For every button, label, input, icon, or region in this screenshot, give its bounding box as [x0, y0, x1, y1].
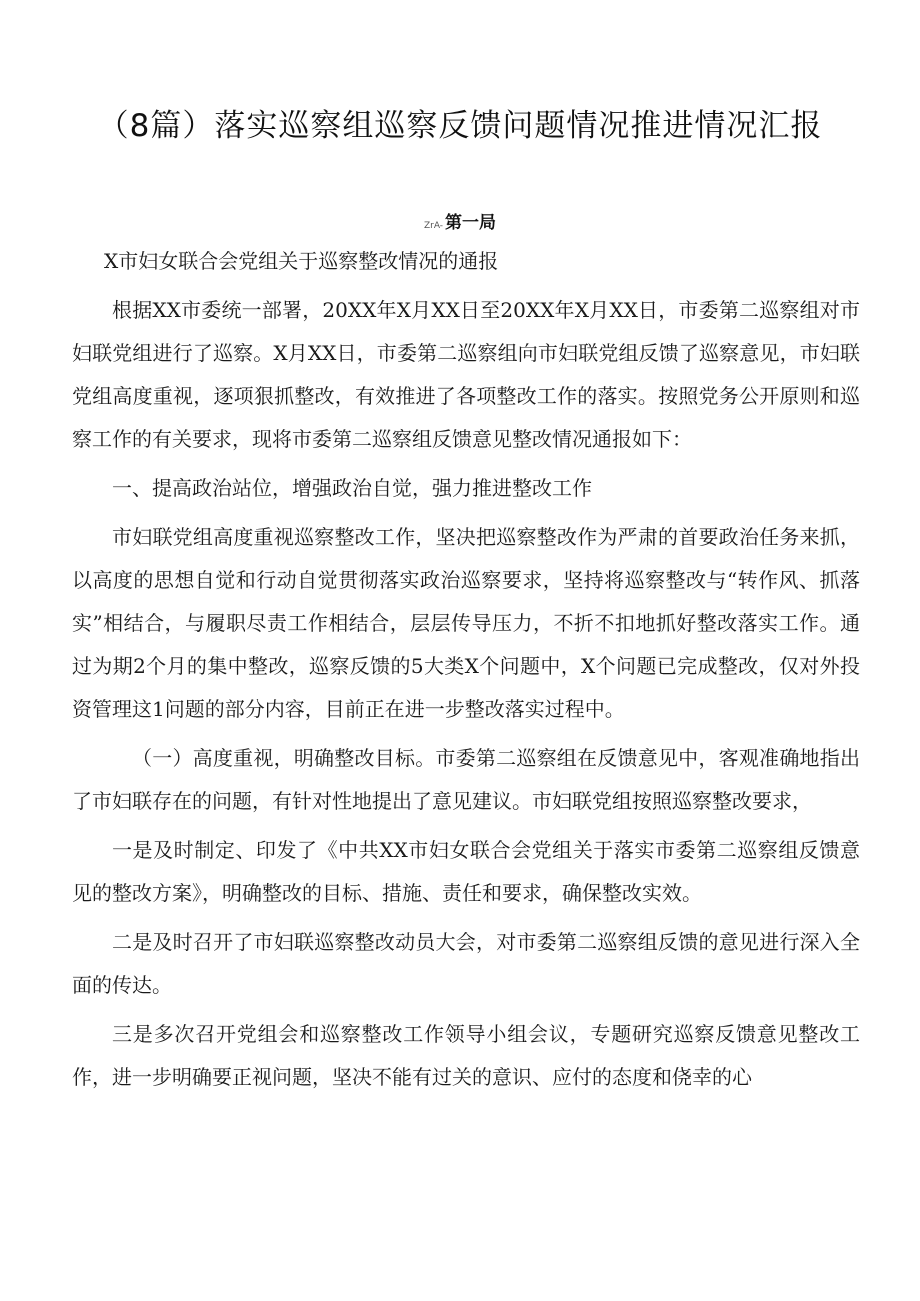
paragraph-body: 市妇联党组高度重视巡察整改工作，坚决把巡察整改作为严肃的首要政治任务来抓，以高度的思想自觉和行动自觉贯彻落实政治巡察要求，坚持将巡察整改与“转作风、抓落实”相结合，与履职尽责工作相结合，层层传导压力，不折不扣地抓好整改落实工作。通过为期2个月的集中整改，巡察反馈的5大类X个问题中，X个问题已完成整改，仅对外投资管理这1问题的部分内容，目前正在进一步整改落实过程中。 — [72, 525, 860, 721]
paragraph-item-three: 三是多次召开党组会和巡察整改工作领导小组会议，专题研究巡察反馈意见整改工作，进一步明确要正视问题，坚决不能有过关的意识、应付的态度和侥幸的心 — [72, 1022, 860, 1089]
document-body — [72, 240, 860, 1099]
paragraph-item-one: 一是及时制定、印发了《中共XX市妇女联合会党组关于落实市委第二巡察组反馈意见的整改方案》，明确整改的目标、措施、责任和要求，确保整改实效。 — [72, 838, 860, 905]
paragraph-item-two: 二是及时召开了市妇联巡察整改动员大会，对市委第二巡察组反馈的意见进行深入全面的传达。 — [72, 930, 860, 997]
paragraph-heading-one: 一、提高政治站位，增强政治自觉，强力推进整改工作 — [112, 476, 592, 500]
paragraph-notice-title: X市妇女联合会党组关于巡察整改情况的通报 — [104, 249, 499, 273]
section-heading — [0, 208, 920, 233]
document-title: （8篇）落实巡察组巡察反馈问题情况推进情况汇报 — [97, 108, 823, 144]
section-heading-text: 第一局 — [445, 213, 497, 233]
paragraph-subheading: （一）高度重视，明确整改目标。市委第二巡察组在反馈意见中，客观准确地指出了市妇联存在的问题，有针对性地提出了意见建议。市妇联党组按照巡察整改要求， — [72, 746, 860, 813]
paragraph-intro: 根据XX市委统一部署，20XX年X月XX日至20XX年X月XX日，市委第二巡察组对市妇联党组进行了巡察。X月XX日，市委第二巡察组向市妇联党组反馈了巡察意见，市妇联党组高度重视，逐项狠抓整改，有效推进了各项整改工作的落实。按照党务公开原则和巡察工作的有关要求，现将市委第二巡察组反馈意见整改情况通报如下： — [72, 298, 860, 451]
section-prefix: ZrA- — [423, 221, 444, 231]
